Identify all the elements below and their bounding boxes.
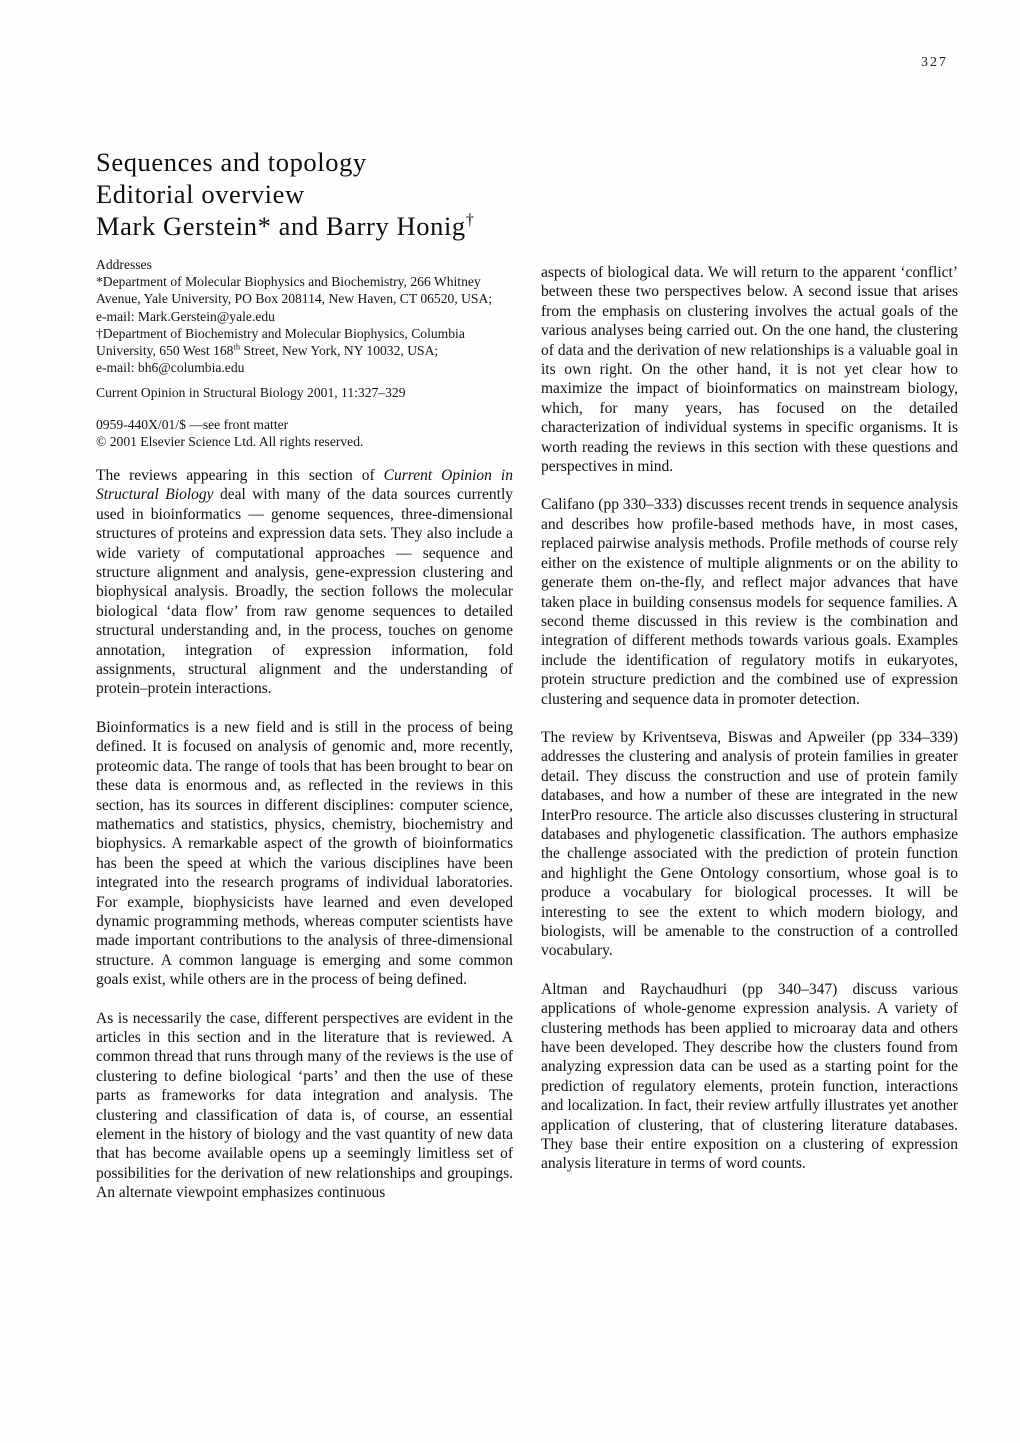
body-paragraph: Altman and Raychaudhuri (pp 340–347) discuss various applications of whole-genome expression analysis. A variety of clustering methods has been applied to microaray data and others have been developed. They describe how the clusters found from analyzing expression data can be used as a starting point for the prediction of regulatory elements, protein function, interactions and localization. In fact, their review artfully illustrates yet another application of clustering, that of clustering literature databases. They base their entire exposition on a clustering of expression analysis literature in terms of word counts.	[541, 980, 958, 1173]
page-number: 327	[921, 55, 948, 70]
address-columbia	[96, 325, 528, 377]
copyright-line: © 2001 Elsevier Science Ltd. All rights reserved.	[96, 433, 364, 449]
address-line: e-mail: Mark.Gerstein@yale.edu	[96, 308, 275, 324]
address-line: Avenue, Yale University, PO Box 208114, New Haven, CT 06520, USA;	[96, 291, 493, 307]
article-title: Sequences and topology	[96, 147, 367, 177]
body-paragraph: As is necessarily the case, different perspectives are evident in the articles in this section and in the literature that is reviewed. A common thread that runs through many of the reviews is the use of clustering to define biological ‘parts’ and then the use of these parts as frameworks for data integration and analysis. The clustering and classification of data is, of course, an essential element in the history of biology and the vast quantity of new data that has become available opens up a seemingly limitless set of possibilities for the derivation of new relationships and groupings. An alternate viewpoint emphasizes continuous	[96, 1009, 513, 1202]
article-header	[96, 146, 475, 242]
body-paragraph: Bioinformatics is a new field and is still in the process of being defined. It is focused on analysis of genomic and, more recently, proteomic data. The range of tools that has been brought to bear on these data is enormous and, as reflected in the reviews in this section, has its sources in different disciplines: computer science, mathematics and statistics, physics, chemistry, biochemistry and biophysics. A remarkable aspect of the growth of bioinformatics has been the speed at which the various disciplines have been integrated into the research programs of individual laboratories. For example, biophysicists have learned and even developed dynamic programming methods, whereas computer scientists have made important contributions to the analysis of three-dimensional structure. A common language is emerging and some common goals exist, while others are in the process of being defined.	[96, 718, 513, 989]
journal-citation: Current Opinion in Structural Biology 2001, 11:327–329	[96, 385, 406, 401]
front-matter	[96, 256, 528, 450]
body-paragraph: The reviews appearing in this section of Current Opinion in Structural Biology deal with many of the data sources currently used in bioinformatics — genome sequences, three-dimensional structures of proteins and expression data sets. They also include a wide variety of computational approaches — sequence and structure alignment and analysis, gene-expression clustering and biophysical analysis. Broadly, the section follows the molecular biological ‘data flow’ from raw genome sequences to detailed structural understanding and, in the process, touches on genome annotation, integration of expression information, fold assignments, structural alignment and the understanding of protein–protein interactions.	[96, 467, 514, 698]
body-paragraph: The review by Kriventseva, Biswas and Apweiler (pp 334–339) addresses the clustering and analysis of protein families in greater detail. They discuss the construction and use of protein family databases, and how a number of these are integrated in the new InterPro resource. The article also discusses clustering in structural databases and phylogenetic classification. The authors emphasize the challenge associated with the prediction of protein function and highlight the Gene Ontology consortium, whose goal is to produce a vocabulary for biological processes. It will be interesting to see the extent to which modern biology, and biologists, will be amenable to the construction of a controlled vocabulary.	[541, 728, 958, 960]
address-line: e-mail: bh6@columbia.edu	[96, 360, 245, 376]
body-paragraph: aspects of biological data. We will return to the apparent ‘conflict’ between these two perspectives below. A second issue that arises from the emphasis on clustering involves the actual goals of the various analyses being carried out. On the one hand, the clustering of data and the derivation of new relationships is a valuable goal in its own right. On the other hand, it is not yet clear how to maximize the impact of bioinformatics on mainstream biology, which, for many years, has focused on the detailed characterization of individual systems in specific organisms. It is worth reading the reviews in this section with these questions and perspectives in mind.	[541, 264, 958, 476]
address-line: University, 650 West 168th Street, New York, NY 10032, USA;	[96, 341, 439, 359]
body-paragraph: Califano (pp 330–333) discusses recent trends in sequence analysis and describes how profile-based methods have, in most cases, replaced pairwise analysis methods. Profile methods of course rely either on the existence of multiple alignments or on the ability to generate them on-the-fly, and reflect major advances that have taken place in building consensus models for sequence families. A second theme discussed in this review is the combination and integration of different methods towards various goals. Examples include the identification of regulatory motifs in eukaryotes, protein structure prediction and the combined use of expression clustering and sequence data in promoter detection.	[541, 496, 958, 708]
right-column	[541, 263, 958, 1193]
address-yale	[96, 273, 528, 325]
issn-line: 0959-440X/01/$ —see front matter	[96, 416, 289, 432]
address-line: †Department of Biochemistry and Molecular Biophysics, Columbia	[96, 325, 465, 341]
article-authors: Mark Gerstein* and Barry Honig†	[96, 210, 475, 241]
article-subtitle: Editorial overview	[96, 179, 305, 209]
addresses-heading: Addresses	[96, 257, 152, 272]
left-column	[96, 466, 513, 1222]
address-line: *Department of Molecular Biophysics and Biochemistry, 266 Whitney	[96, 274, 481, 290]
